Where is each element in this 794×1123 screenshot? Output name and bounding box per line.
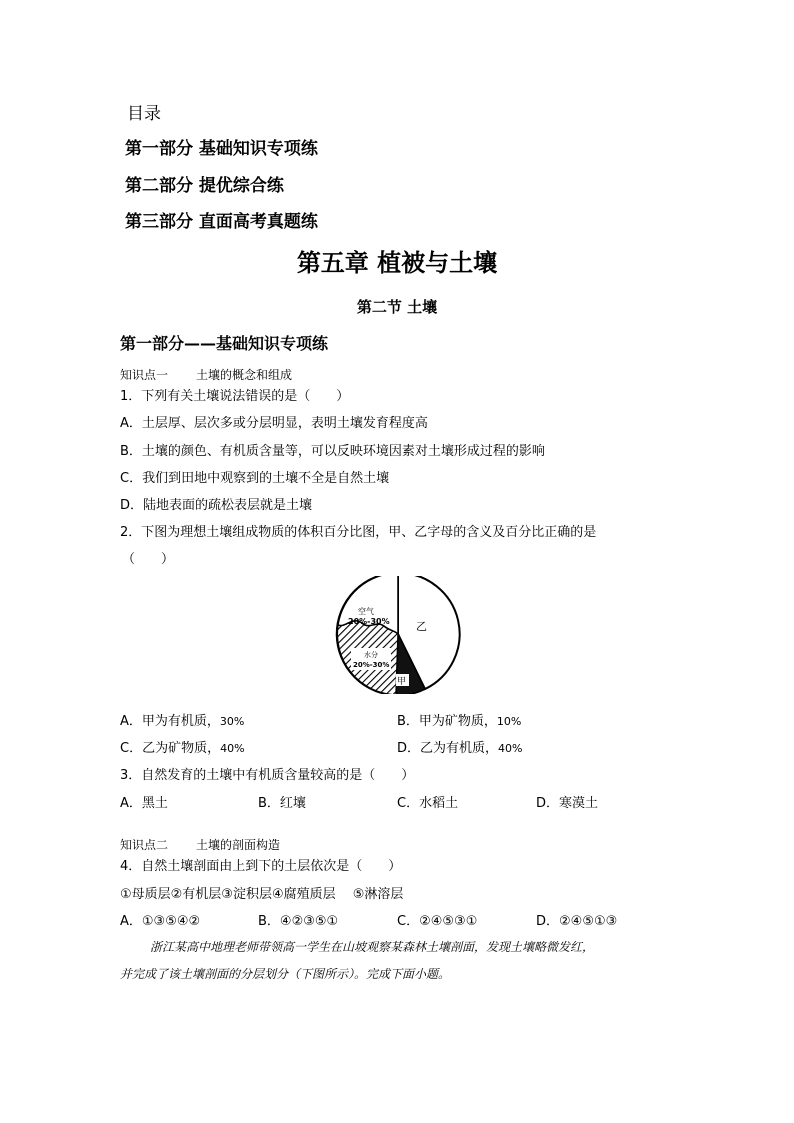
passage-line-2: 并完成了该土壤剖面的分层划分（下图所示）。完成下面小题。 (120, 967, 451, 981)
knowledge-point-title: 土壤的剖面构造 (196, 838, 281, 852)
toc-item-2[interactable]: 第二部分 提优综合练 (125, 176, 284, 196)
question-4-option-a[interactable]: A．①③⑤④② (120, 914, 201, 929)
question-1-option-b[interactable]: B．土壤的颜色、有机质含量等，可以反映环境因素对土壤形成过程的影响 (120, 444, 545, 459)
question-3-stem: 3．自然发育的土壤中有机质含量较高的是（ ） (120, 768, 415, 783)
question-4-option-b[interactable]: B．④②③⑤① (258, 914, 339, 929)
soil-composition-pie-figure (334, 576, 462, 694)
question-2-stem: 2．下图为理想土壤组成物质的体积百分比图，甲、乙字母的含义及百分比正确的是 (120, 525, 597, 540)
toc-item-1[interactable]: 第一部分 基础知识专项练 (125, 139, 318, 159)
question-3-option-a[interactable]: A．黑土 (120, 796, 168, 811)
knowledge-point-2 (120, 836, 280, 853)
knowledge-point-1 (120, 366, 292, 383)
section-title: 第二节 土壤 (356, 298, 438, 316)
question-3-option-d[interactable]: D．寒漠土 (536, 796, 599, 811)
question-2-option-d[interactable] (397, 737, 522, 756)
air-label: 空气 (358, 607, 374, 616)
question-3-option-c[interactable]: C．水稻土 (397, 796, 459, 811)
knowledge-point-title: 土壤的概念和组成 (196, 368, 293, 382)
question-1-option-d[interactable]: D．陆地表面的疏松表层就是土壤 (120, 498, 313, 513)
question-2-paren: （ ） (122, 552, 175, 567)
part-title: 第一部分——基础知识专项练 (120, 334, 329, 353)
question-4-option-c[interactable]: C．②④⑤③① (397, 914, 478, 929)
toc-heading: 目录 (127, 104, 161, 124)
question-4-stem: 4．自然土壤剖面由上到下的土层依次是（ ） (120, 859, 402, 874)
passage-line-1: 浙江某高中地理老师带领高一学生在山坡观察某森林土壤剖面，发现土壤略微发红， (150, 940, 595, 954)
option-c-text: C．乙为矿物质， (120, 741, 221, 756)
question-4-layers: ①母质层②有机层③淀积层④腐殖质层 ⑤淋溶层 (120, 887, 404, 902)
knowledge-point-label: 知识点一 (120, 368, 169, 382)
question-1-option-c[interactable]: C．我们到田地中观察到的土壤不全是自然土壤 (120, 471, 390, 486)
question-4-option-d[interactable]: D．②④⑤①③ (536, 914, 618, 929)
question-3-option-b[interactable]: B．红壤 (258, 796, 306, 811)
question-2-option-c[interactable] (120, 737, 245, 756)
toc-item-3[interactable]: 第三部分 直面高考真题练 (125, 212, 318, 232)
knowledge-point-label: 知识点二 (120, 838, 169, 852)
yi-label: 乙 (416, 620, 427, 633)
option-d-text: D．乙为有机质， (397, 741, 499, 756)
chapter-title: 第五章 植被与土壤 (296, 249, 498, 277)
option-b-percent: 10% (496, 715, 522, 728)
question-1-stem: 1．下列有关土壤说法错误的是（ ） (120, 389, 350, 404)
option-a-text: A．甲为有机质， (120, 714, 220, 729)
air-percent-label: 20%-30% (348, 617, 390, 626)
question-2-option-a[interactable] (120, 710, 244, 729)
water-label: 水分 (364, 651, 378, 659)
water-percent-label: 20%-30% (353, 661, 390, 669)
jia-label: 甲 (397, 677, 407, 687)
question-2-option-b[interactable] (397, 710, 521, 729)
option-d-percent: 40% (498, 742, 523, 755)
question-1-option-a[interactable]: A．土层厚、层次多或分层明显，表明土壤发育程度高 (120, 416, 428, 431)
option-b-text: B．甲为矿物质， (397, 714, 497, 729)
option-c-percent: 40% (220, 742, 245, 755)
option-a-percent: 30% (219, 715, 245, 728)
